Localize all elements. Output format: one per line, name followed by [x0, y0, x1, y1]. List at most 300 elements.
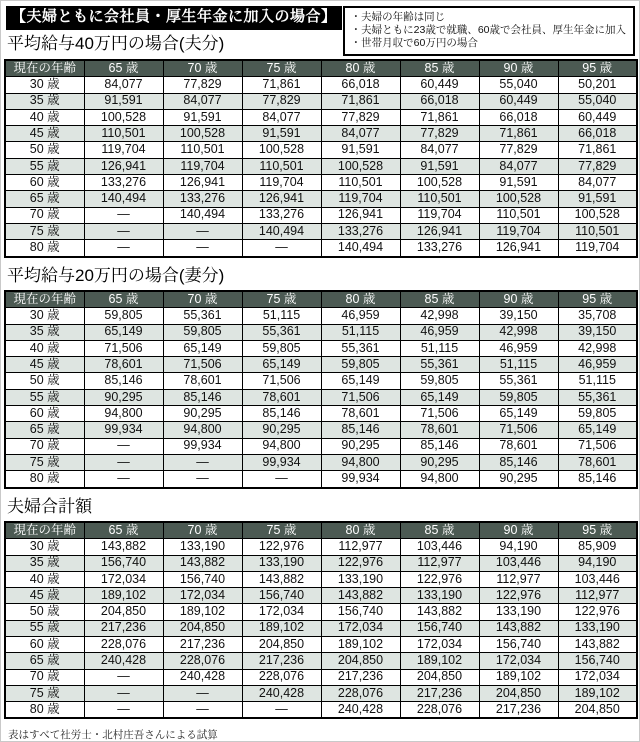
value-cell: 94,190 [479, 539, 558, 555]
value-cell: — [242, 240, 321, 257]
column-header-cell: 現在の年齢 [5, 60, 84, 77]
value-cell: 110,501 [400, 191, 479, 207]
value-cell: 71,861 [479, 126, 558, 142]
value-cell: 66,018 [479, 109, 558, 125]
value-cell: 78,601 [84, 357, 163, 373]
value-cell: 85,146 [242, 406, 321, 422]
husband-pension-table-slot [4, 59, 636, 258]
value-cell: 65,149 [242, 357, 321, 373]
value-cell: 78,601 [400, 422, 479, 438]
pension-table [4, 521, 638, 720]
column-header-cell: 95 歳 [558, 291, 637, 308]
value-cell: 59,805 [558, 406, 637, 422]
value-cell: — [163, 702, 242, 719]
column-header-cell: 70 歳 [163, 522, 242, 539]
value-cell: 65,149 [84, 324, 163, 340]
row-label-cell: 65 歳 [5, 653, 84, 669]
value-cell: 91,591 [321, 142, 400, 158]
value-cell: 240,428 [321, 702, 400, 719]
value-cell: 90,295 [321, 438, 400, 454]
value-cell: 189,102 [479, 669, 558, 685]
value-cell: 59,805 [242, 340, 321, 356]
value-cell: 99,934 [84, 422, 163, 438]
value-cell: 84,077 [479, 158, 558, 174]
row-label-cell: 75 歳 [5, 454, 84, 470]
table-row [5, 340, 637, 356]
table-row [5, 158, 637, 174]
row-label-cell: 30 歳 [5, 539, 84, 555]
value-cell: 71,506 [163, 357, 242, 373]
value-cell: 112,977 [400, 555, 479, 571]
value-cell: 110,501 [84, 126, 163, 142]
table-row [5, 240, 637, 257]
table-row [5, 669, 637, 685]
column-header-cell: 75 歳 [242, 291, 321, 308]
row-label-cell: 65 歳 [5, 191, 84, 207]
value-cell: 204,850 [400, 669, 479, 685]
column-header-cell: 90 歳 [479, 60, 558, 77]
wife-pension-table-slot [4, 290, 636, 489]
value-cell: 112,977 [558, 588, 637, 604]
table-row [5, 702, 637, 719]
value-cell: — [163, 223, 242, 239]
value-cell: 71,861 [400, 109, 479, 125]
value-cell: 39,150 [558, 324, 637, 340]
value-cell: 65,149 [558, 422, 637, 438]
pension-table [4, 290, 638, 489]
table-row [5, 636, 637, 652]
value-cell: 99,934 [321, 471, 400, 488]
value-cell: 126,941 [242, 191, 321, 207]
row-label-cell: 70 歳 [5, 207, 84, 223]
value-cell: 55,361 [558, 389, 637, 405]
value-cell: 55,361 [400, 357, 479, 373]
table-row [5, 653, 637, 669]
value-cell: 126,941 [84, 158, 163, 174]
value-cell: 77,829 [558, 158, 637, 174]
pension-table [4, 59, 638, 258]
column-header-cell: 85 歳 [400, 522, 479, 539]
value-cell: 103,446 [400, 539, 479, 555]
value-cell: 71,506 [242, 373, 321, 389]
value-cell: 65,149 [400, 389, 479, 405]
table-row [5, 223, 637, 239]
value-cell: 110,501 [558, 223, 637, 239]
value-cell: 100,528 [242, 142, 321, 158]
value-cell: 119,704 [163, 158, 242, 174]
value-cell: 94,800 [163, 422, 242, 438]
value-cell: 84,077 [321, 126, 400, 142]
column-header-cell: 65 歳 [84, 60, 163, 77]
table-row [5, 191, 637, 207]
value-cell: 172,034 [479, 653, 558, 669]
value-cell: 133,190 [163, 539, 242, 555]
value-cell: 59,805 [400, 373, 479, 389]
column-header-cell: 65 歳 [84, 291, 163, 308]
value-cell: — [84, 454, 163, 470]
note-item: ・世帯月収で60万円の場合 [350, 37, 478, 49]
value-cell: 71,861 [558, 142, 637, 158]
column-header-cell: 95 歳 [558, 60, 637, 77]
value-cell: 133,190 [321, 571, 400, 587]
value-cell: 156,740 [321, 604, 400, 620]
column-header-cell: 75 歳 [242, 60, 321, 77]
row-label-cell: 60 歳 [5, 406, 84, 422]
row-label-cell: 65 歳 [5, 422, 84, 438]
column-header-cell: 80 歳 [321, 291, 400, 308]
value-cell: 204,850 [84, 604, 163, 620]
value-cell: 46,959 [321, 308, 400, 324]
value-cell: 217,236 [400, 685, 479, 701]
value-cell: 55,361 [242, 324, 321, 340]
table-row [5, 308, 637, 324]
value-cell: 85,146 [558, 471, 637, 488]
value-cell: 217,236 [479, 702, 558, 719]
table-row [5, 77, 637, 93]
row-label-cell: 35 歳 [5, 324, 84, 340]
value-cell: 228,076 [84, 636, 163, 652]
value-cell: 140,494 [163, 207, 242, 223]
row-label-cell: 50 歳 [5, 373, 84, 389]
value-cell: — [84, 669, 163, 685]
value-cell: 126,941 [479, 240, 558, 257]
row-label-cell: 35 歳 [5, 555, 84, 571]
column-header-cell: 現在の年齢 [5, 522, 84, 539]
row-label-cell: 60 歳 [5, 636, 84, 652]
value-cell: 122,976 [400, 571, 479, 587]
value-cell: 110,501 [242, 158, 321, 174]
value-cell: 85,146 [479, 454, 558, 470]
value-cell: 140,494 [321, 240, 400, 257]
table-subtitle-husband: 平均給与40万円の場合(夫分) [7, 33, 225, 53]
table-row [5, 539, 637, 555]
value-cell: 189,102 [84, 588, 163, 604]
value-cell: 140,494 [84, 191, 163, 207]
value-cell: 84,077 [400, 142, 479, 158]
value-cell: 66,018 [400, 93, 479, 109]
table-row [5, 175, 637, 191]
value-cell: 172,034 [242, 604, 321, 620]
value-cell: 122,976 [479, 588, 558, 604]
value-cell: 78,601 [321, 406, 400, 422]
value-cell: — [84, 207, 163, 223]
row-label-cell: 80 歳 [5, 471, 84, 488]
value-cell: 140,494 [242, 223, 321, 239]
value-cell: — [242, 471, 321, 488]
table-row [5, 207, 637, 223]
value-cell: 60,449 [558, 109, 637, 125]
value-cell: 100,528 [400, 175, 479, 191]
value-cell: 90,295 [479, 471, 558, 488]
column-header-cell: 70 歳 [163, 60, 242, 77]
value-cell: 133,276 [321, 223, 400, 239]
row-label-cell: 50 歳 [5, 142, 84, 158]
row-label-cell: 80 歳 [5, 240, 84, 257]
value-cell: 119,704 [479, 223, 558, 239]
value-cell: 228,076 [321, 685, 400, 701]
value-cell: 59,805 [84, 308, 163, 324]
value-cell: 78,601 [558, 454, 637, 470]
value-cell: 172,034 [84, 571, 163, 587]
value-cell: 77,829 [163, 77, 242, 93]
value-cell: 228,076 [242, 669, 321, 685]
value-cell: 91,591 [400, 158, 479, 174]
column-header-cell: 90 歳 [479, 522, 558, 539]
value-cell: 100,528 [558, 207, 637, 223]
row-label-cell: 30 歳 [5, 77, 84, 93]
value-cell: 91,591 [84, 93, 163, 109]
value-cell: 84,077 [163, 93, 242, 109]
value-cell: 90,295 [400, 454, 479, 470]
value-cell: 228,076 [163, 653, 242, 669]
value-cell: 189,102 [321, 636, 400, 652]
page-title: 【夫婦ともに会社員・厚生年金に加入の場合】 [6, 6, 342, 30]
value-cell: 143,882 [242, 571, 321, 587]
value-cell: 85,146 [84, 373, 163, 389]
value-cell: — [84, 702, 163, 719]
value-cell: 71,861 [321, 93, 400, 109]
table-row [5, 471, 637, 488]
document-header [4, 6, 636, 56]
value-cell: — [84, 471, 163, 488]
value-cell: 110,501 [163, 142, 242, 158]
value-cell: 204,850 [163, 620, 242, 636]
value-cell: 85,146 [163, 389, 242, 405]
column-header-cell: 65 歳 [84, 522, 163, 539]
value-cell: 143,882 [163, 555, 242, 571]
row-label-cell: 60 歳 [5, 175, 84, 191]
value-cell: — [84, 685, 163, 701]
value-cell: 110,501 [479, 207, 558, 223]
value-cell: 133,276 [242, 207, 321, 223]
table-row [5, 142, 637, 158]
table-header-row [5, 522, 637, 539]
row-label-cell: 70 歳 [5, 669, 84, 685]
table-row [5, 109, 637, 125]
table-row [5, 126, 637, 142]
value-cell: 126,941 [400, 223, 479, 239]
table-row [5, 389, 637, 405]
value-cell: — [163, 240, 242, 257]
value-cell: 133,190 [479, 604, 558, 620]
value-cell: 91,591 [242, 126, 321, 142]
column-header-cell: 95 歳 [558, 522, 637, 539]
value-cell: 133,276 [163, 191, 242, 207]
value-cell: 46,959 [558, 357, 637, 373]
note-item: ・夫婦の年齢は同じ [350, 11, 446, 23]
value-cell: 42,998 [400, 308, 479, 324]
value-cell: 91,591 [163, 109, 242, 125]
table-header-row [5, 291, 637, 308]
row-label-cell: 40 歳 [5, 340, 84, 356]
value-cell: 84,077 [84, 77, 163, 93]
value-cell: 133,190 [400, 588, 479, 604]
row-label-cell: 75 歳 [5, 685, 84, 701]
value-cell: 90,295 [163, 406, 242, 422]
value-cell: 189,102 [400, 653, 479, 669]
row-label-cell: 40 歳 [5, 571, 84, 587]
value-cell: 77,829 [479, 142, 558, 158]
value-cell: 156,740 [242, 588, 321, 604]
value-cell: 84,077 [242, 109, 321, 125]
value-cell: 112,977 [321, 539, 400, 555]
value-cell: — [84, 438, 163, 454]
table-row [5, 93, 637, 109]
column-header-cell: 85 歳 [400, 291, 479, 308]
value-cell: 85,146 [321, 422, 400, 438]
value-cell: 46,959 [400, 324, 479, 340]
value-cell: 189,102 [242, 620, 321, 636]
value-cell: 122,976 [321, 555, 400, 571]
value-cell: 156,740 [163, 571, 242, 587]
value-cell: 94,800 [321, 454, 400, 470]
value-cell: 59,805 [479, 389, 558, 405]
row-label-cell: 70 歳 [5, 438, 84, 454]
value-cell: 99,934 [242, 454, 321, 470]
value-cell: 46,959 [479, 340, 558, 356]
value-cell: 71,506 [84, 340, 163, 356]
value-cell: 143,882 [558, 636, 637, 652]
value-cell: — [84, 240, 163, 257]
value-cell: 122,976 [242, 539, 321, 555]
value-cell: 110,501 [321, 175, 400, 191]
value-cell: 240,428 [84, 653, 163, 669]
value-cell: 112,977 [479, 571, 558, 587]
value-cell: 65,149 [163, 340, 242, 356]
value-cell: 217,236 [242, 653, 321, 669]
table-row [5, 604, 637, 620]
value-cell: — [163, 685, 242, 701]
table-row [5, 357, 637, 373]
value-cell: 228,076 [400, 702, 479, 719]
value-cell: 55,040 [479, 77, 558, 93]
value-cell: 172,034 [321, 620, 400, 636]
value-cell: 91,591 [479, 175, 558, 191]
column-header-cell: 85 歳 [400, 60, 479, 77]
value-cell: 99,934 [163, 438, 242, 454]
value-cell: 217,236 [321, 669, 400, 685]
value-cell: 133,190 [242, 555, 321, 571]
table-row [5, 571, 637, 587]
value-cell: 51,115 [479, 357, 558, 373]
note-item: ・夫婦ともに23歳で就職、60歳で会社員、厚生年金に加入 [350, 24, 626, 36]
value-cell: 172,034 [163, 588, 242, 604]
value-cell: 100,528 [163, 126, 242, 142]
value-cell: 71,506 [479, 422, 558, 438]
value-cell: 156,740 [558, 653, 637, 669]
value-cell: 94,800 [84, 406, 163, 422]
value-cell: 156,740 [84, 555, 163, 571]
value-cell: 65,149 [479, 406, 558, 422]
value-cell: 60,449 [400, 77, 479, 93]
value-cell: 55,040 [558, 93, 637, 109]
value-cell: — [163, 471, 242, 488]
value-cell: 85,909 [558, 539, 637, 555]
value-cell: 143,882 [321, 588, 400, 604]
value-cell: 240,428 [163, 669, 242, 685]
column-header-cell: 70 歳 [163, 291, 242, 308]
table-row [5, 438, 637, 454]
value-cell: 217,236 [84, 620, 163, 636]
table-header-row [5, 60, 637, 77]
column-header-cell: 80 歳 [321, 522, 400, 539]
value-cell: 143,882 [400, 604, 479, 620]
value-cell: 172,034 [558, 669, 637, 685]
value-cell: 156,740 [400, 620, 479, 636]
value-cell: 172,034 [400, 636, 479, 652]
value-cell: 119,704 [321, 191, 400, 207]
table-row [5, 685, 637, 701]
value-cell: 50,201 [558, 77, 637, 93]
table-row [5, 373, 637, 389]
value-cell: 78,601 [242, 389, 321, 405]
value-cell: 90,295 [242, 422, 321, 438]
value-cell: 77,829 [242, 93, 321, 109]
table-row [5, 588, 637, 604]
column-header-cell: 現在の年齢 [5, 291, 84, 308]
value-cell: 122,976 [558, 604, 637, 620]
value-cell: 78,601 [163, 373, 242, 389]
value-cell: 94,800 [242, 438, 321, 454]
row-label-cell: 40 歳 [5, 109, 84, 125]
row-label-cell: 30 歳 [5, 308, 84, 324]
row-label-cell: 80 歳 [5, 702, 84, 719]
couple-total-table-slot [4, 521, 636, 720]
value-cell: 59,805 [321, 357, 400, 373]
value-cell: 55,361 [321, 340, 400, 356]
value-cell: 42,998 [479, 324, 558, 340]
value-cell: 103,446 [479, 555, 558, 571]
value-cell: 39,150 [479, 308, 558, 324]
value-cell: — [242, 702, 321, 719]
column-header-cell: 90 歳 [479, 291, 558, 308]
value-cell: 100,528 [321, 158, 400, 174]
value-cell: 143,882 [84, 539, 163, 555]
table-subtitle-couple-total: 夫婦合計額 [7, 496, 92, 516]
value-cell: 143,882 [479, 620, 558, 636]
column-header-cell: 80 歳 [321, 60, 400, 77]
table-subtitle-wife: 平均給与20万円の場合(妻分) [7, 265, 225, 285]
table-row [5, 620, 637, 636]
table-row [5, 555, 637, 571]
row-label-cell: 45 歳 [5, 588, 84, 604]
row-label-cell: 50 歳 [5, 604, 84, 620]
value-cell: 204,850 [479, 685, 558, 701]
value-cell: 91,591 [558, 191, 637, 207]
value-cell: 85,146 [400, 438, 479, 454]
value-cell: 77,829 [400, 126, 479, 142]
value-cell: 51,115 [321, 324, 400, 340]
value-cell: 90,295 [84, 389, 163, 405]
value-cell: 78,601 [479, 438, 558, 454]
value-cell: 66,018 [558, 126, 637, 142]
value-cell: 126,941 [321, 207, 400, 223]
value-cell: 84,077 [558, 175, 637, 191]
value-cell: 51,115 [242, 308, 321, 324]
row-label-cell: 55 歳 [5, 158, 84, 174]
value-cell: 217,236 [163, 636, 242, 652]
value-cell: 189,102 [558, 685, 637, 701]
value-cell: — [84, 223, 163, 239]
value-cell: 133,190 [558, 620, 637, 636]
footer-note: 表はすべて社労士・北村庄吾さんによる試算 [8, 729, 218, 742]
value-cell: 51,115 [400, 340, 479, 356]
value-cell: 77,829 [321, 109, 400, 125]
value-cell: 126,941 [163, 175, 242, 191]
value-cell: 42,998 [558, 340, 637, 356]
value-cell: 100,528 [84, 109, 163, 125]
value-cell: — [163, 454, 242, 470]
